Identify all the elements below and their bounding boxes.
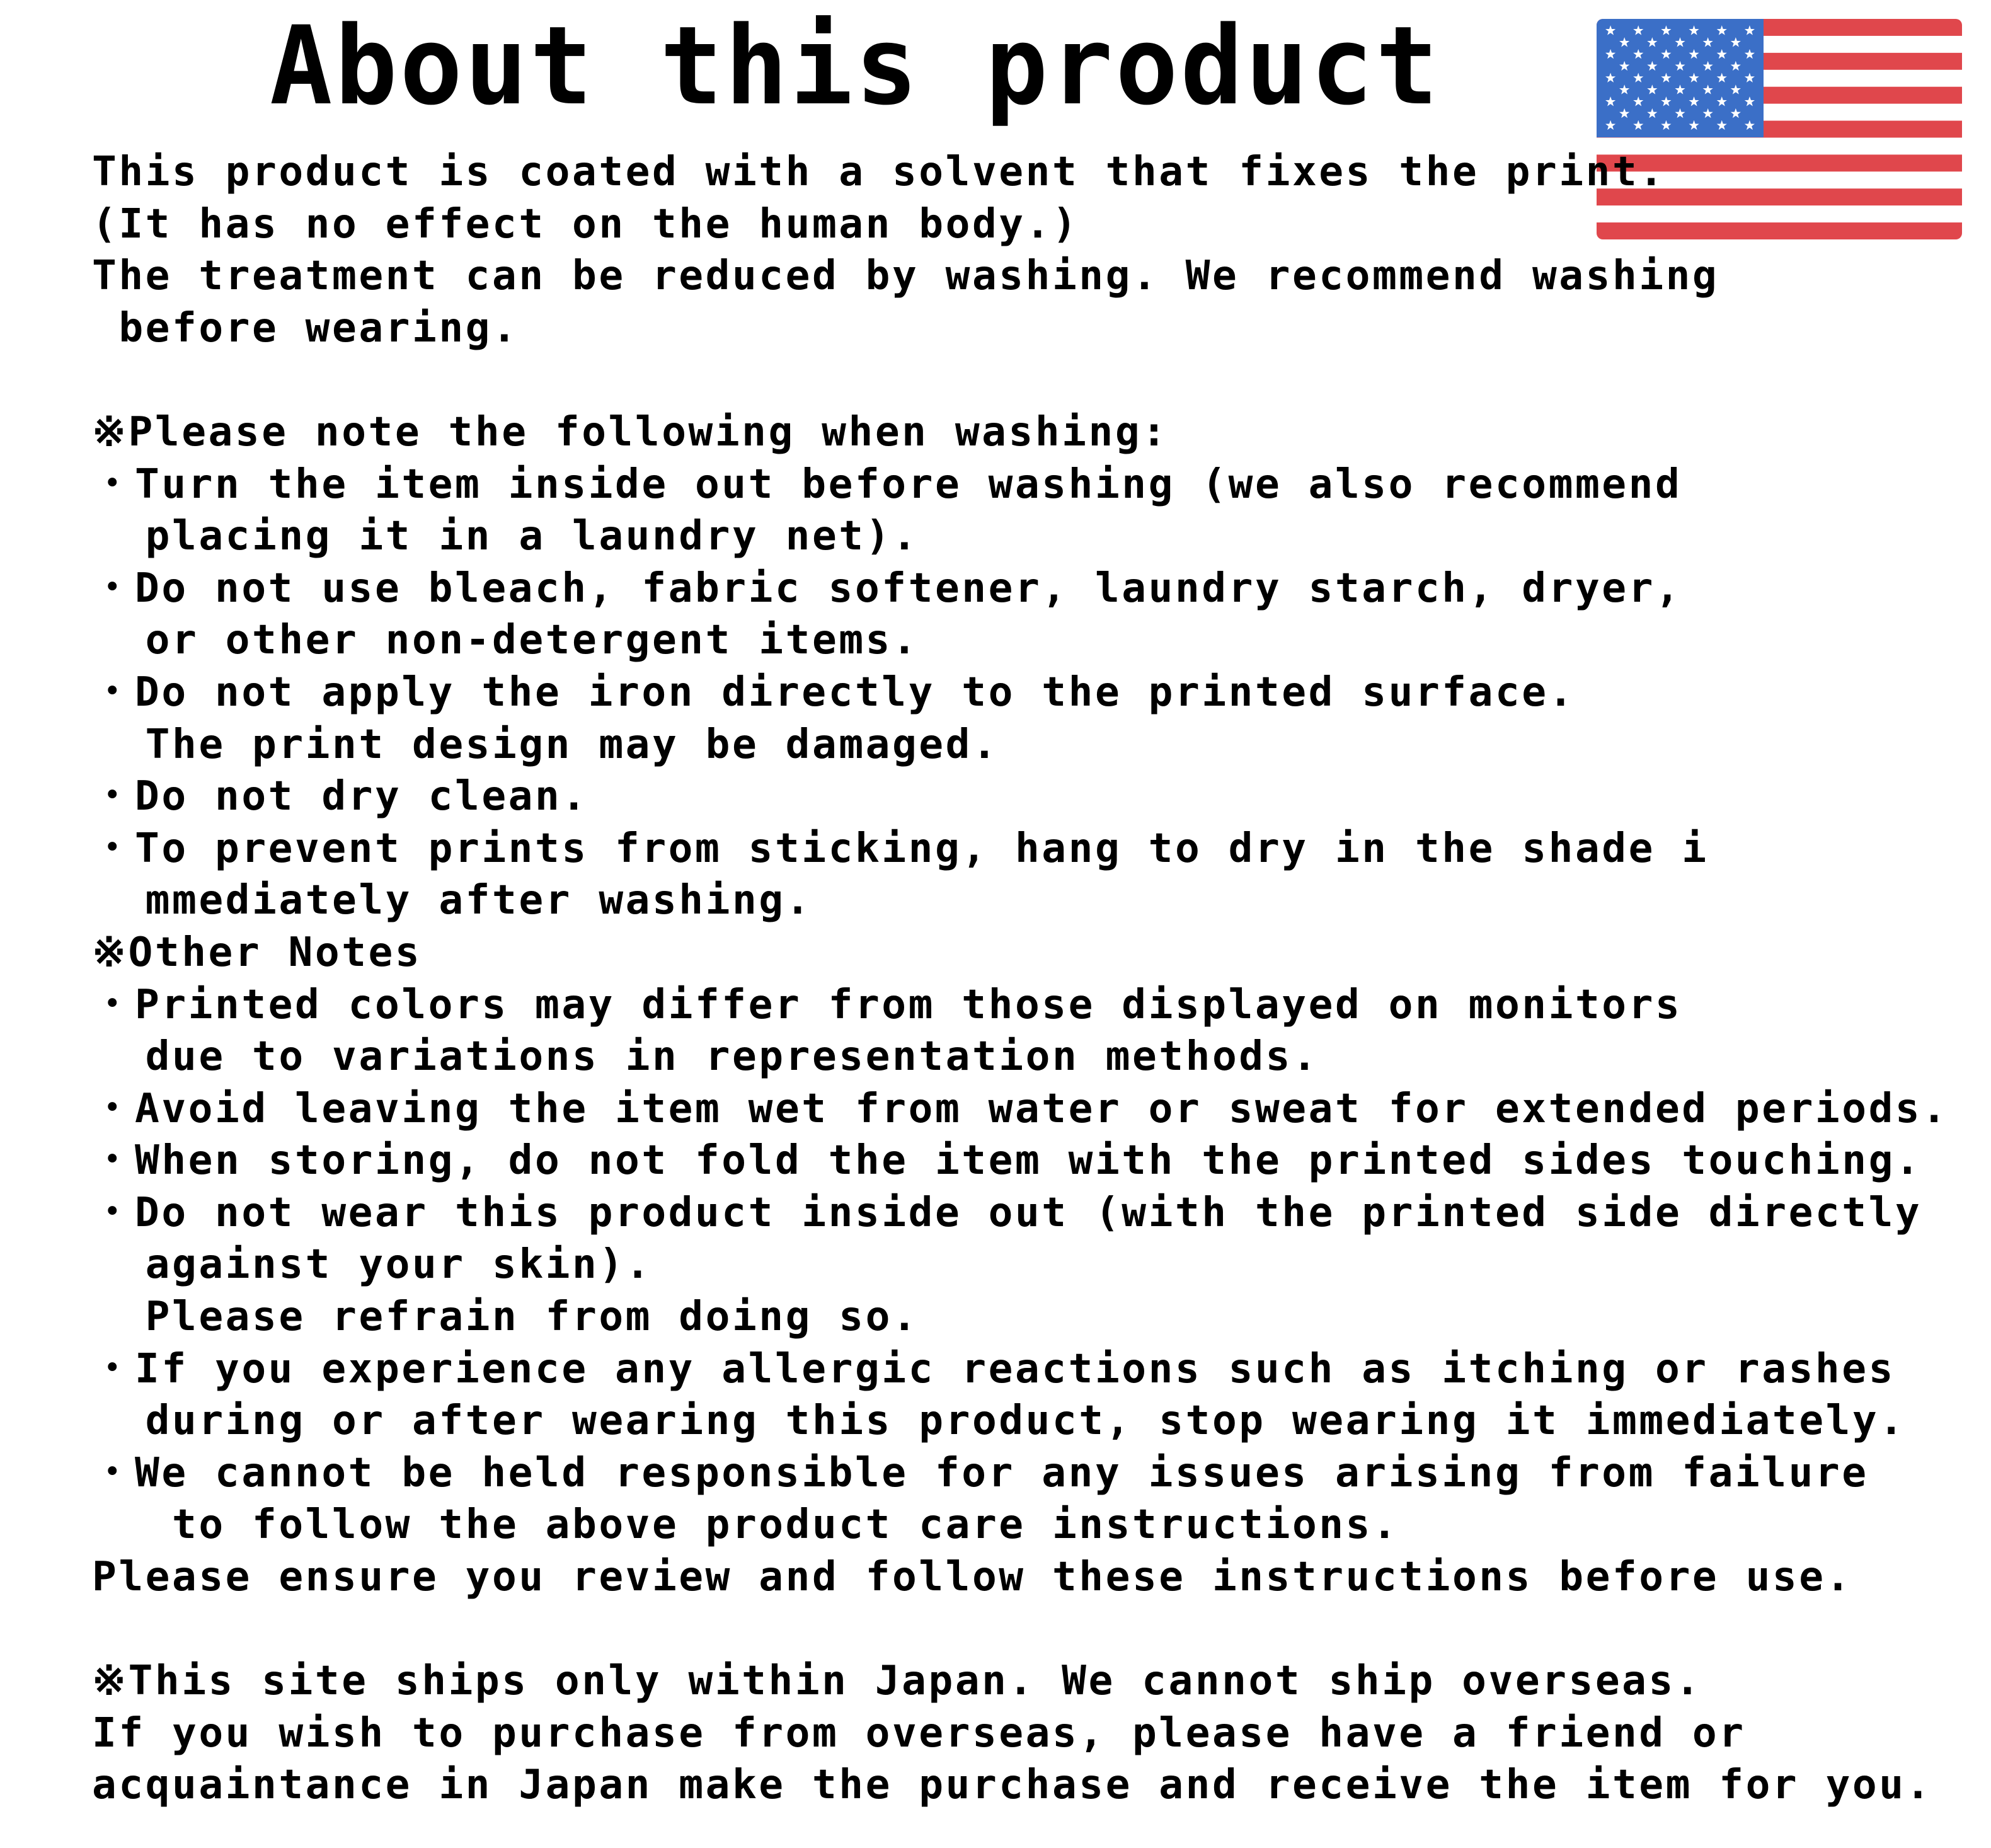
list-item-continuation: during or after wearing this product, stop wearing it immediately. bbox=[92, 1397, 1906, 1445]
list-item-continuation: The print design may be damaged. bbox=[92, 720, 999, 768]
text-line: The treatment can be reduced by washing. We recommend washing bbox=[92, 252, 1719, 300]
list-item-continuation: placing it in a laundry net). bbox=[92, 512, 919, 560]
list-item: ・We cannot be held responsible for any issues arising from failure bbox=[92, 1449, 1869, 1496]
list-item: ・Do not dry clean. bbox=[92, 772, 588, 820]
text-line: This product is coated with a solvent that fixes the print. bbox=[92, 148, 1666, 195]
list-item: ・Do not wear this product inside out (with the printed side directly bbox=[92, 1188, 1922, 1236]
list-item-continuation: Please refrain from doing so. bbox=[92, 1293, 919, 1341]
list-item-continuation: due to variations in representation methods. bbox=[92, 1033, 1319, 1081]
shipping-note-heading: ※This site ships only within Japan. We cannot ship overseas. bbox=[92, 1657, 1702, 1705]
flag-canton bbox=[1597, 19, 1764, 137]
list-item-continuation: against your skin). bbox=[92, 1241, 652, 1288]
list-item: ・Do not use bleach, fabric softener, laundry starch, dryer, bbox=[92, 564, 1682, 612]
section-heading-washing: ※Please note the following when washing: bbox=[92, 408, 1169, 456]
product-care-notes bbox=[92, 146, 1949, 1811]
text-line: before wearing. bbox=[92, 304, 519, 352]
list-item-continuation: or other non-detergent items. bbox=[92, 616, 919, 664]
list-item: ・To prevent prints from sticking, hang to dry in the shade i bbox=[92, 824, 1709, 872]
list-item-continuation: mmediately after washing. bbox=[92, 876, 812, 924]
list-item: ・Turn the item inside out before washing (we also recommend bbox=[92, 460, 1682, 508]
blank-line bbox=[92, 354, 1949, 406]
closing-note: Please ensure you review and follow these instructions before use. bbox=[92, 1553, 1852, 1601]
list-item: ・Avoid leaving the item wet from water or sweat for extended periods. bbox=[92, 1084, 1949, 1132]
list-item: ・Printed colors may differ from those displayed on monitors bbox=[92, 980, 1682, 1028]
list-item-continuation: to follow the above product care instructions. bbox=[92, 1501, 1399, 1549]
list-item: ・Do not apply the iron directly to the printed surface. bbox=[92, 668, 1575, 716]
text-line: (It has no effect on the human body.) bbox=[92, 200, 1079, 248]
shipping-note: If you wish to purchase from overseas, please have a friend or bbox=[92, 1709, 1746, 1757]
shipping-note: acquaintance in Japan make the purchase and receive the item for you. bbox=[92, 1761, 1932, 1809]
list-item: ・When storing, do not fold the item with the printed sides touching. bbox=[92, 1137, 1922, 1185]
list-item: ・If you experience any allergic reactions such as itching or rashes bbox=[92, 1345, 1895, 1392]
page-title: About this product bbox=[270, 3, 1441, 129]
section-heading-other-notes: ※Other Notes bbox=[92, 928, 422, 976]
blank-line bbox=[92, 1604, 1949, 1656]
